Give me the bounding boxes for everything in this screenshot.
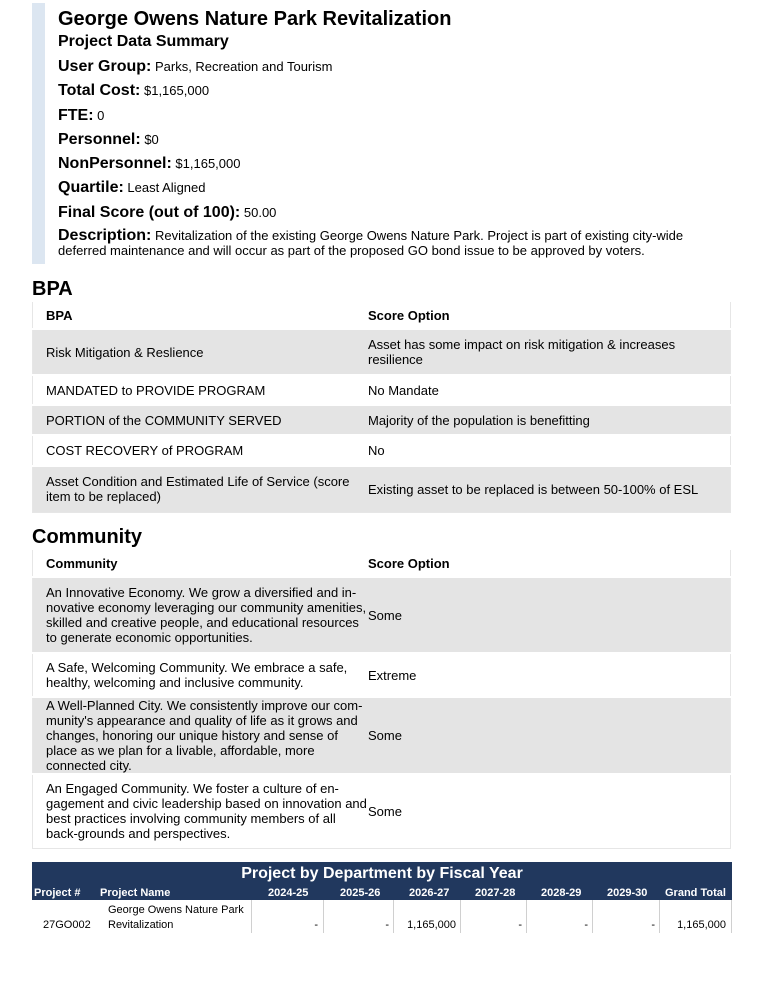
final-score-value: 50.00 — [243, 205, 277, 220]
value-2027-28: - — [518, 919, 522, 931]
value-2024-25: - — [314, 919, 318, 931]
grid-line — [731, 900, 732, 933]
table-row — [33, 466, 731, 512]
score-option-cell: No — [368, 435, 731, 466]
nonpersonnel-label: NonPersonnel: — [58, 155, 172, 172]
community-table — [32, 548, 731, 849]
final-score-label: Final Score (out of 100): — [58, 204, 241, 221]
table-header-row — [33, 549, 731, 577]
value-2025-26: - — [385, 919, 389, 931]
col-header-project-no: Project # — [34, 887, 81, 899]
value-2029-30: - — [651, 919, 655, 931]
value-grand-total: 1,165,000 — [677, 919, 726, 931]
criterion-cell: PORTION of the COMMUNITY SERVED — [33, 405, 369, 435]
final-score-row — [58, 204, 276, 222]
col-header-grand-total: Grand Total — [665, 887, 726, 899]
col-header-2025-26: 2025-26 — [340, 887, 381, 899]
table-row — [33, 405, 731, 435]
col-header-2026-27: 2026-27 — [409, 887, 450, 899]
fiscal-table-title: Project by Department by Fiscal Year — [241, 865, 523, 882]
description-label: Description: — [58, 227, 152, 244]
nonpersonnel-value: $1,165,000 — [175, 156, 241, 171]
score-option-cell: Asset has some impact on risk mitigation & increases resilience — [368, 329, 731, 375]
criterion-cell: MANDATED to PROVIDE PROGRAM — [33, 375, 369, 405]
quartile-value: Least Aligned — [127, 180, 206, 195]
fiscal-year-table — [32, 862, 732, 934]
score-option-cell: Extreme — [368, 653, 731, 697]
table-row — [33, 774, 731, 848]
col-header-2029-30: 2029-30 — [607, 887, 648, 899]
criterion-cell: COST RECOVERY of PROGRAM — [33, 435, 369, 466]
user-group-label: User Group: — [58, 58, 152, 75]
col-header-project-name: Project Name — [100, 887, 171, 899]
score-option-col-header: Score Option — [368, 301, 731, 329]
score-option-col-header: Score Option — [368, 549, 731, 577]
project-subtitle: Project Data Summary — [58, 33, 229, 50]
bpa-col-header: BPA — [33, 301, 369, 329]
table-row — [33, 375, 731, 405]
quartile-row — [58, 179, 206, 197]
community-col-header: Community — [33, 549, 369, 577]
score-option-cell: No Mandate — [368, 375, 731, 405]
description-row — [58, 228, 723, 258]
project-name-line1: George Owens Nature Park — [108, 904, 244, 916]
user-group-value: Parks, Recreation and Tourism — [154, 59, 333, 74]
score-option-cell: Some — [368, 697, 731, 774]
col-header-2027-28: 2027-28 — [475, 887, 516, 899]
project-number-cell: 27GO002 — [43, 919, 91, 931]
score-option-cell: Some — [368, 774, 731, 848]
fte-row — [58, 107, 104, 125]
table-header-row — [33, 301, 731, 329]
total-cost-label: Total Cost: — [58, 82, 141, 99]
criterion-cell: Asset Condition and Estimated Life of Service (score item to be replaced) — [33, 466, 369, 512]
description-value: Revitalization of the existing George Owens Nature Park. Project is part of existing city-wide deferred maintenance and will occur as part of the proposed GO bond issue to be approved by voters. — [58, 228, 684, 258]
community-heading: Community — [32, 526, 142, 548]
criterion-cell: A Safe, Welcoming Community. We embrace a safe, healthy, welcoming and inclusive community. — [33, 653, 369, 697]
total-cost-value: $1,165,000 — [143, 83, 210, 98]
bpa-heading: BPA — [32, 278, 73, 300]
table-row — [33, 577, 731, 653]
personnel-row — [58, 131, 159, 149]
criterion-cell: A Well-Planned City. We consistently improve our com-munity's appearance and quality of life as it grows and changes, honoring our unique history and sense of place as we plan for a livable, affordable, more connected city. — [33, 697, 369, 774]
total-cost-row — [58, 82, 209, 100]
score-option-cell: Existing asset to be replaced is between 50-100% of ESL — [368, 466, 731, 512]
criterion-cell: An Engaged Community. We foster a culture of en-gagement and civic leadership based on innovation and best practices involving community members of all back-grounds and perspectives. — [33, 774, 369, 848]
personnel-value: $0 — [144, 132, 159, 147]
fte-label: FTE: — [58, 107, 94, 124]
personnel-label: Personnel: — [58, 131, 141, 148]
col-header-2028-29: 2028-29 — [541, 887, 582, 899]
user-group-row — [58, 58, 332, 76]
project-title: George Owens Nature Park Revitalization — [58, 8, 452, 30]
fte-value: 0 — [97, 108, 105, 123]
quartile-label: Quartile: — [58, 179, 124, 196]
value-2028-29: - — [584, 919, 588, 931]
score-option-cell: Majority of the population is benefitting — [368, 405, 731, 435]
table-row — [33, 653, 731, 697]
table-row — [33, 435, 731, 466]
criterion-cell: Risk Mitigation & Reslience — [33, 329, 369, 375]
bpa-table — [32, 300, 731, 513]
table-row — [33, 697, 731, 774]
table-row — [33, 329, 731, 375]
score-option-cell: Some — [368, 577, 731, 653]
nonpersonnel-row — [58, 155, 241, 173]
project-summary — [32, 3, 731, 264]
col-header-2024-25: 2024-25 — [268, 887, 309, 899]
value-2026-27: 1,165,000 — [407, 919, 456, 931]
project-name-line2: Revitalization — [108, 919, 174, 931]
criterion-cell: An Innovative Economy. We grow a diversified and in-novative economy leveraging our community amenities, skilled and creative people, and educational resources to generate economic opportunities. — [33, 577, 369, 653]
